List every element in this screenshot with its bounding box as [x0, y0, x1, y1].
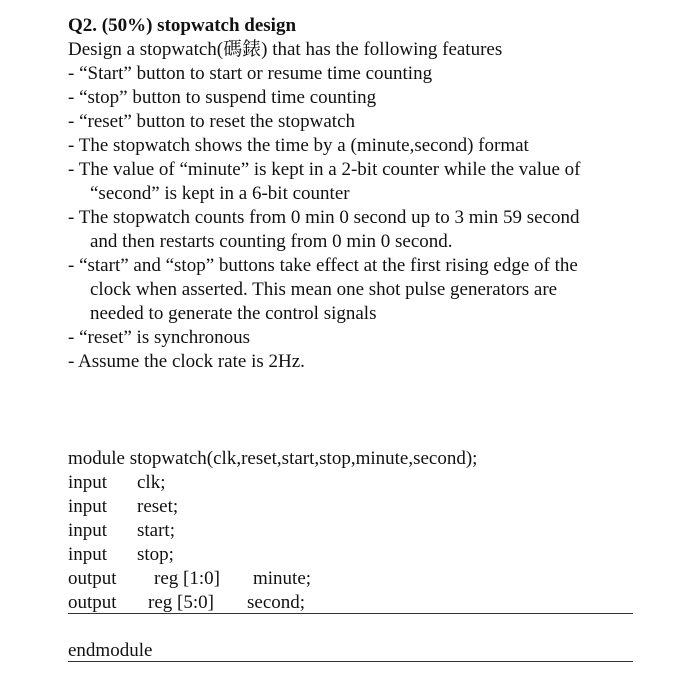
feature-line-continued: “second” is kept in a 6-bit counter [90, 183, 350, 204]
port-row [0, 495, 694, 519]
answer-rule-top [68, 613, 633, 614]
feature-line: - “start” and “stop” buttons take effect at the first rising edge of the [68, 255, 578, 276]
port-type: reg [5:0] [148, 592, 214, 613]
port-row [0, 471, 694, 495]
feature-line: - “Start” button to start or resume time counting [68, 63, 433, 84]
feature-line-continued: clock when asserted. This mean one shot pulse generators are [90, 279, 558, 300]
feature-line: - “reset” is synchronous [68, 327, 251, 348]
feature-line-continued: and then restarts counting from 0 min 0 second. [90, 231, 453, 252]
port-direction: output [68, 592, 117, 613]
feature-line: - “stop” button to suspend time counting [68, 87, 377, 108]
port-row [0, 543, 694, 567]
port-row [0, 567, 694, 591]
feature-line: - The value of “minute” is kept in a 2-bit counter while the value of [68, 159, 581, 180]
port-name: reset; [137, 496, 179, 517]
feature-line: - The stopwatch shows the time by a (minute,second) format [68, 135, 529, 156]
port-name: clk; [137, 472, 166, 493]
module-declaration: module stopwatch(clk,reset,start,stop,minute,second); [68, 448, 478, 469]
port-name: second; [247, 592, 306, 613]
feature-line: - Assume the clock rate is 2Hz. [68, 351, 305, 372]
question-title: Q2. (50%) stopwatch design [68, 15, 297, 36]
port-row [0, 519, 694, 543]
port-direction: input [68, 520, 108, 541]
feature-line-continued: needed to generate the control signals [90, 303, 377, 324]
port-row [0, 591, 694, 615]
feature-line: - The stopwatch counts from 0 min 0 second up to 3 min 59 second [68, 207, 580, 228]
port-direction: input [68, 472, 108, 493]
port-direction: input [68, 496, 108, 517]
port-name: start; [137, 520, 175, 541]
port-direction: input [68, 544, 108, 565]
intro-line: Design a stopwatch(碼錶) that has the following features [68, 39, 503, 60]
port-direction: output [68, 568, 117, 589]
feature-line: - “reset” button to reset the stopwatch [68, 111, 356, 132]
port-name: minute; [253, 568, 312, 589]
endmodule-keyword: endmodule [68, 640, 153, 661]
port-name: stop; [137, 544, 174, 565]
port-type: reg [1:0] [154, 568, 220, 589]
answer-rule-bottom [68, 661, 633, 662]
